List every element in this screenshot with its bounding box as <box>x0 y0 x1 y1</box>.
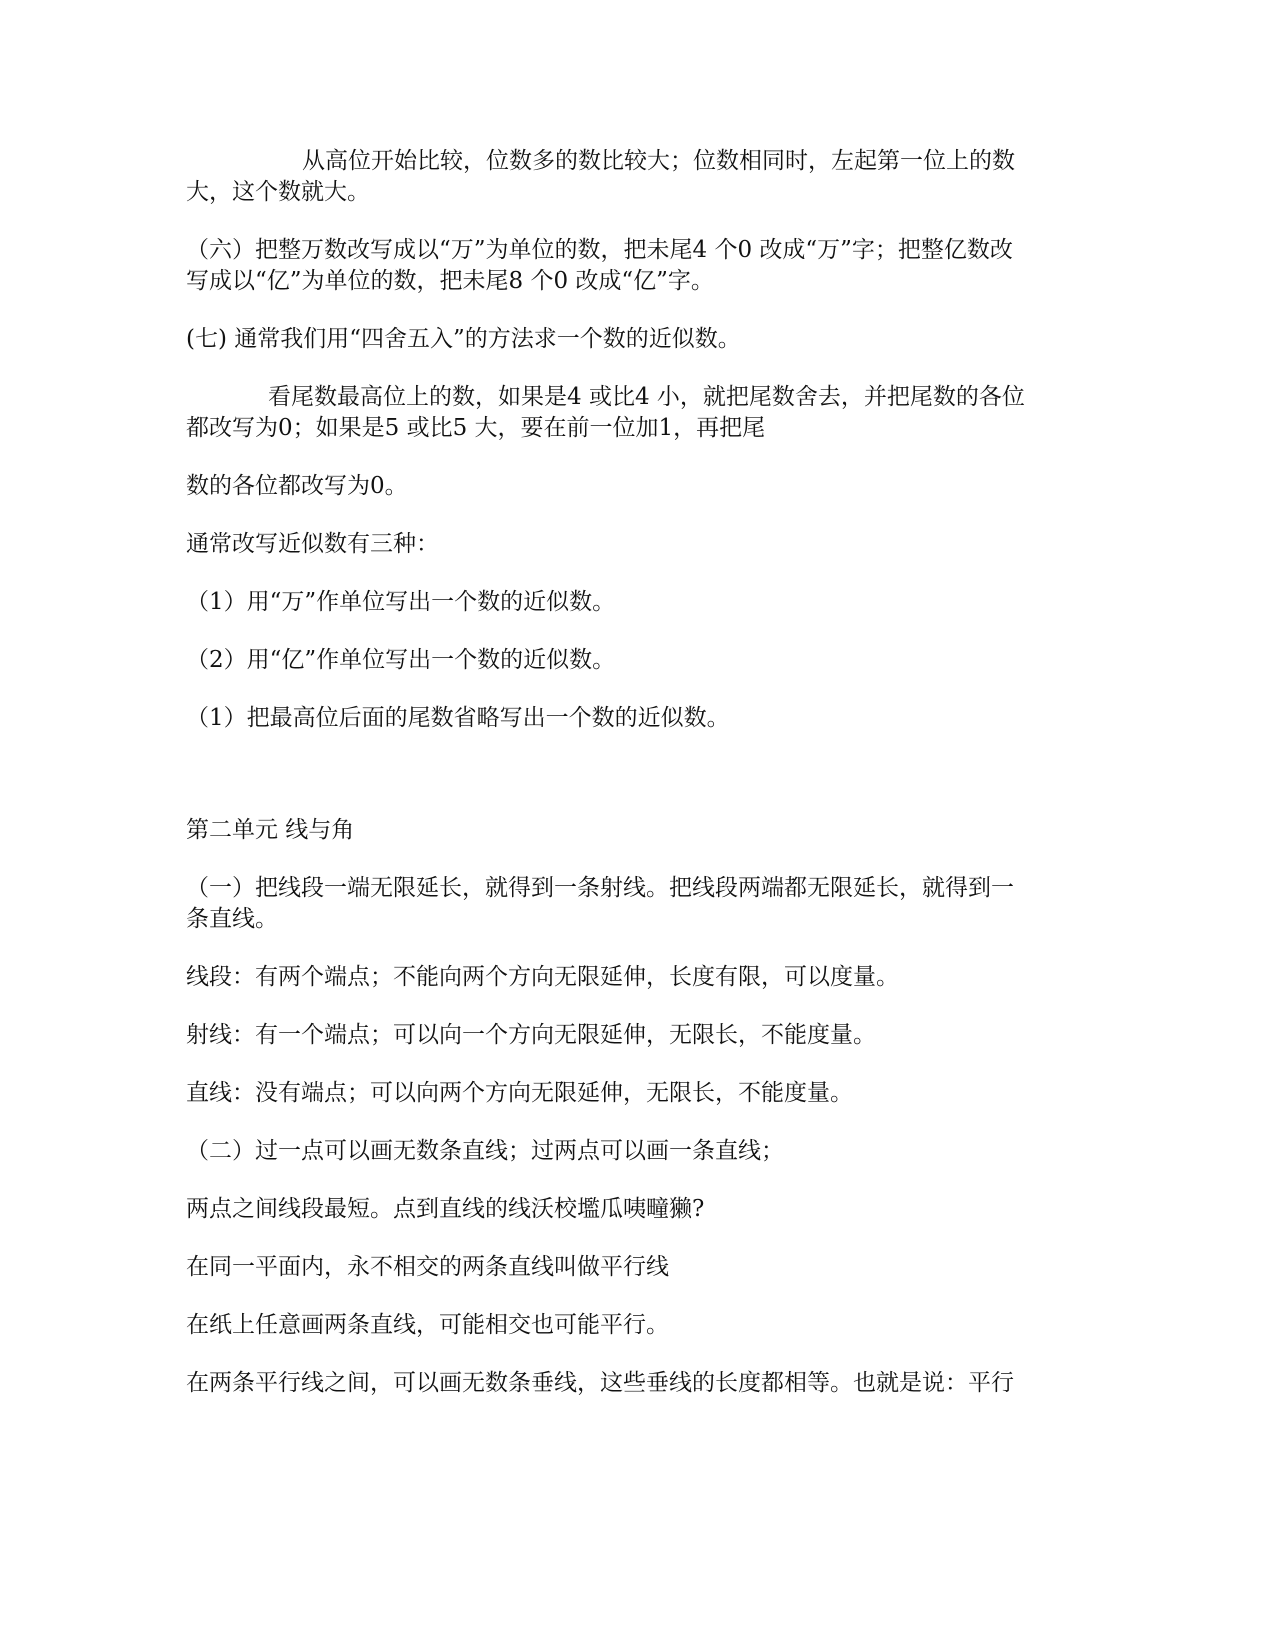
section-six-line2: 写成以“亿”为单位的数，把未尾8 个0 改成“亿”字。 <box>186 268 714 294</box>
approximation-intro: 通常改写近似数有三种： <box>186 531 439 557</box>
approximation-item-1: （1）用“万”作单位写出一个数的近似数。 <box>186 589 616 615</box>
shortest-distance-line: 两点之间线段最短。点到直线的线沃校壏瓜咦疃獭? <box>186 1196 705 1222</box>
section-one-line1: （一）把线段一端无限延长，就得到一条射线。把线段两端都无限延长，就得到一 <box>186 875 1014 901</box>
unit-two-heading: 第二单元 线与角 <box>186 817 355 843</box>
section-one-line2: 条直线。 <box>186 906 278 932</box>
perpendicular-statement: 在两条平行线之间，可以画无数条垂线，这些垂线的长度都相等。也就是说：平行 <box>186 1370 1014 1396</box>
two-lines-statement: 在纸上任意画两条直线，可能相交也可能平行。 <box>186 1312 669 1338</box>
section-seven-heading: (七) 通常我们用“四舍五入”的方法求一个数的近似数。 <box>186 326 741 352</box>
approximation-item-2: （2）用“亿”作单位写出一个数的近似数。 <box>186 647 616 673</box>
line-definition: 直线：没有端点；可以向两个方向无限延伸，无限长，不能度量。 <box>186 1080 853 1106</box>
paragraph-compare-rule-line2: 大，这个数就大。 <box>186 179 370 205</box>
paragraph-compare-rule-line1: 从高位开始比较，位数多的数比较大；位数相同时，左起第一位上的数 <box>302 148 1015 174</box>
segment-definition: 线段：有两个端点；不能向两个方向无限延伸，长度有限，可以度量。 <box>186 964 899 990</box>
ray-definition: 射线：有一个端点；可以向一个方向无限延伸，无限长，不能度量。 <box>186 1022 876 1048</box>
approximation-item-3: （1）把最高位后面的尾数省略写出一个数的近似数。 <box>186 705 730 731</box>
parallel-definition: 在同一平面内，永不相交的两条直线叫做平行线 <box>186 1254 669 1280</box>
rounding-rule-line2: 都改写为0；如果是5 或比5 大，要在前一位加1，再把尾 <box>186 415 766 441</box>
rounding-rule-line1: 看尾数最高位上的数，如果是4 或比4 小，就把尾数舍去，并把尾数的各位 <box>268 384 1025 410</box>
rounding-rule-line3: 数的各位都改写为0。 <box>186 473 408 499</box>
section-two-line: （二）过一点可以画无数条直线；过两点可以画一条直线； <box>186 1138 784 1164</box>
section-six-line1: （六）把整万数改写成以“万”为单位的数，把未尾4 个0 改成“万”字；把整亿数改 <box>186 237 1013 263</box>
